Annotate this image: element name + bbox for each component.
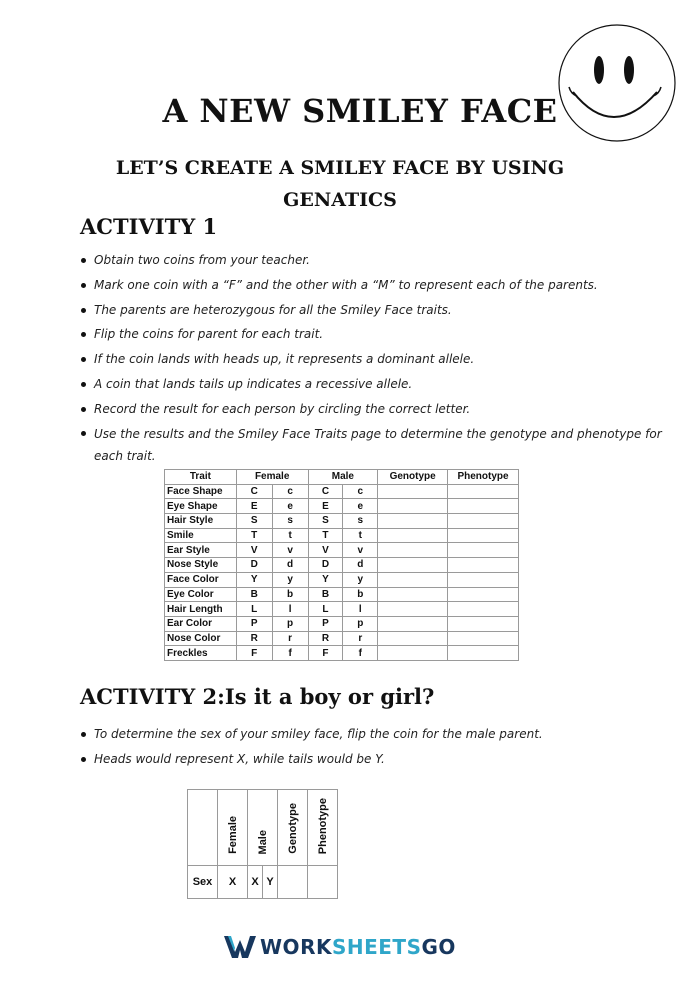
phenotype-answer-cell[interactable] [448,587,519,602]
female-recessive-cell[interactable]: f [272,646,308,661]
genotype-answer-cell[interactable] [378,602,448,617]
traits-table [164,469,519,661]
female-dominant-cell[interactable]: D [236,558,272,573]
table-header-row [165,470,519,485]
female-dominant-cell[interactable]: L [236,602,272,617]
phenotype-answer-cell[interactable] [308,866,338,899]
table-row [165,631,519,646]
table-row [165,484,519,499]
genotype-answer-cell[interactable] [378,616,448,631]
male-dominant-cell[interactable]: B [308,587,343,602]
activity-1-heading: ACTIVITY 1 [80,214,218,239]
genotype-answer-cell[interactable] [378,543,448,558]
male-recessive-cell[interactable]: b [343,587,378,602]
genotype-answer-cell[interactable] [278,866,308,899]
male-dominant-cell[interactable]: T [308,528,343,543]
list-item: The parents are heterozygous for all the Smiley Face traits. [80,298,680,323]
male-dominant-cell[interactable]: P [308,616,343,631]
male-dominant-cell[interactable]: Y [308,572,343,587]
trait-name-cell: Ear Style [165,543,237,558]
trait-name-cell: Eye Shape [165,499,237,514]
column-header-phenotype: Phenotype [308,790,338,866]
male-dominant-cell[interactable]: F [308,646,343,661]
activity-1-instructions [80,248,680,467]
trait-name-cell: Eye Color [165,587,237,602]
sex-table [187,789,338,899]
phenotype-answer-cell[interactable] [448,514,519,529]
footer-logo [224,932,484,962]
male-dominant-cell[interactable]: C [308,484,343,499]
female-dominant-cell[interactable]: B [236,587,272,602]
trait-name-cell: Nose Style [165,558,237,573]
list-item: Mark one coin with a “F” and the other with a “M” to represent each of the parents. [80,273,680,298]
row-label-sex: Sex [188,866,218,899]
female-allele-cell: X [218,866,248,899]
table-row [165,572,519,587]
phenotype-answer-cell[interactable] [448,602,519,617]
column-header-female: Female [218,790,248,866]
male-recessive-cell[interactable]: p [343,616,378,631]
column-header-female: Female [236,470,308,485]
table-row [188,866,338,899]
list-item: Heads would represent X, while tails would be Y. [80,747,680,772]
female-recessive-cell[interactable]: v [272,543,308,558]
genotype-answer-cell[interactable] [378,572,448,587]
male-recessive-cell[interactable]: v [343,543,378,558]
genotype-answer-cell[interactable] [378,558,448,573]
female-dominant-cell[interactable]: T [236,528,272,543]
male-recessive-cell[interactable]: d [343,558,378,573]
male-dominant-cell[interactable]: R [308,631,343,646]
table-row [165,514,519,529]
table-row [165,587,519,602]
genotype-answer-cell[interactable] [378,528,448,543]
column-header-genotype: Genotype [378,470,448,485]
female-recessive-cell[interactable]: e [272,499,308,514]
list-item: Record the result for each person by circling the correct letter. [80,397,680,422]
female-dominant-cell[interactable]: Y [236,572,272,587]
male-recessive-cell[interactable]: r [343,631,378,646]
female-recessive-cell[interactable]: c [272,484,308,499]
list-item: Obtain two coins from your teacher. [80,248,680,273]
table-row [165,558,519,573]
trait-name-cell: Hair Length [165,602,237,617]
column-header-blank [188,790,218,866]
phenotype-answer-cell[interactable] [448,543,519,558]
column-header-trait: Trait [165,470,237,485]
female-recessive-cell[interactable]: d [272,558,308,573]
worksheetsgo-w-icon [224,936,256,958]
phenotype-answer-cell[interactable] [448,528,519,543]
trait-name-cell: Face Color [165,572,237,587]
table-row [165,616,519,631]
list-item: If the coin lands with heads up, it represents a dominant allele. [80,347,680,372]
female-recessive-cell[interactable]: l [272,602,308,617]
male-recessive-cell[interactable]: s [343,514,378,529]
phenotype-answer-cell[interactable] [448,499,519,514]
female-recessive-cell[interactable]: b [272,587,308,602]
female-dominant-cell[interactable]: P [236,616,272,631]
female-dominant-cell[interactable]: C [236,484,272,499]
male-recessive-cell[interactable]: l [343,602,378,617]
list-item: To determine the sex of your smiley face, flip the coin for the male parent. [80,722,680,747]
genotype-answer-cell[interactable] [378,631,448,646]
male-recessive-cell[interactable]: f [343,646,378,661]
male-recessive-cell[interactable]: y [343,572,378,587]
footer-brand-text: WORKSHEETSGO [260,935,456,959]
trait-name-cell: Face Shape [165,484,237,499]
list-item: Use the results and the Smiley Face Traits page to determine the genotype and phenotype for each trait. [80,422,680,467]
male-dominant-cell[interactable]: L [308,602,343,617]
traits-table-body [165,484,519,660]
column-header-male: Male [248,790,278,866]
trait-name-cell: Smile [165,528,237,543]
female-dominant-cell[interactable]: F [236,646,272,661]
list-item: A coin that lands tails up indicates a recessive allele. [80,372,680,397]
male-dominant-cell[interactable]: V [308,543,343,558]
phenotype-answer-cell[interactable] [448,572,519,587]
trait-name-cell: Freckles [165,646,237,661]
table-row [165,602,519,617]
female-recessive-cell[interactable]: s [272,514,308,529]
genotype-answer-cell[interactable] [378,514,448,529]
female-dominant-cell[interactable]: R [236,631,272,646]
genotype-answer-cell[interactable] [378,499,448,514]
male-dominant-cell[interactable]: D [308,558,343,573]
list-item: Flip the coins for parent for each trait. [80,322,680,347]
female-recessive-cell[interactable]: y [272,572,308,587]
female-dominant-cell[interactable]: S [236,514,272,529]
trait-name-cell: Nose Color [165,631,237,646]
male-recessive-cell[interactable]: e [343,499,378,514]
female-dominant-cell[interactable]: V [236,543,272,558]
table-header-row [188,790,338,866]
phenotype-answer-cell[interactable] [448,616,519,631]
page-subtitle: LET’S CREATE A SMILEY FACE BY USING GENATICS [115,157,565,211]
female-recessive-cell[interactable]: p [272,616,308,631]
phenotype-answer-cell[interactable] [448,484,519,499]
table-row [165,543,519,558]
genotype-answer-cell[interactable] [378,646,448,661]
trait-name-cell: Ear Color [165,616,237,631]
genotype-answer-cell[interactable] [378,484,448,499]
male-dominant-cell[interactable]: S [308,514,343,529]
table-row [165,646,519,661]
page-title: A NEW SMILEY FACE [162,92,558,130]
female-dominant-cell[interactable]: E [236,499,272,514]
male-allele-y-cell: Y [263,866,278,899]
male-dominant-cell[interactable]: E [308,499,343,514]
female-recessive-cell[interactable]: t [272,528,308,543]
column-header-phenotype: Phenotype [448,470,519,485]
column-header-male: Male [308,470,378,485]
phenotype-answer-cell[interactable] [448,558,519,573]
phenotype-answer-cell[interactable] [448,646,519,661]
female-recessive-cell[interactable]: r [272,631,308,646]
male-allele-x-cell: X [248,866,263,899]
genotype-answer-cell[interactable] [378,587,448,602]
male-recessive-cell[interactable]: t [343,528,378,543]
phenotype-answer-cell[interactable] [448,631,519,646]
trait-name-cell: Hair Style [165,514,237,529]
activity-2-instructions [80,722,680,772]
activity-2-heading: ACTIVITY 2:Is it a boy or girl? [80,684,435,709]
column-header-genotype: Genotype [278,790,308,866]
table-row [165,499,519,514]
table-row [165,528,519,543]
male-recessive-cell[interactable]: c [343,484,378,499]
